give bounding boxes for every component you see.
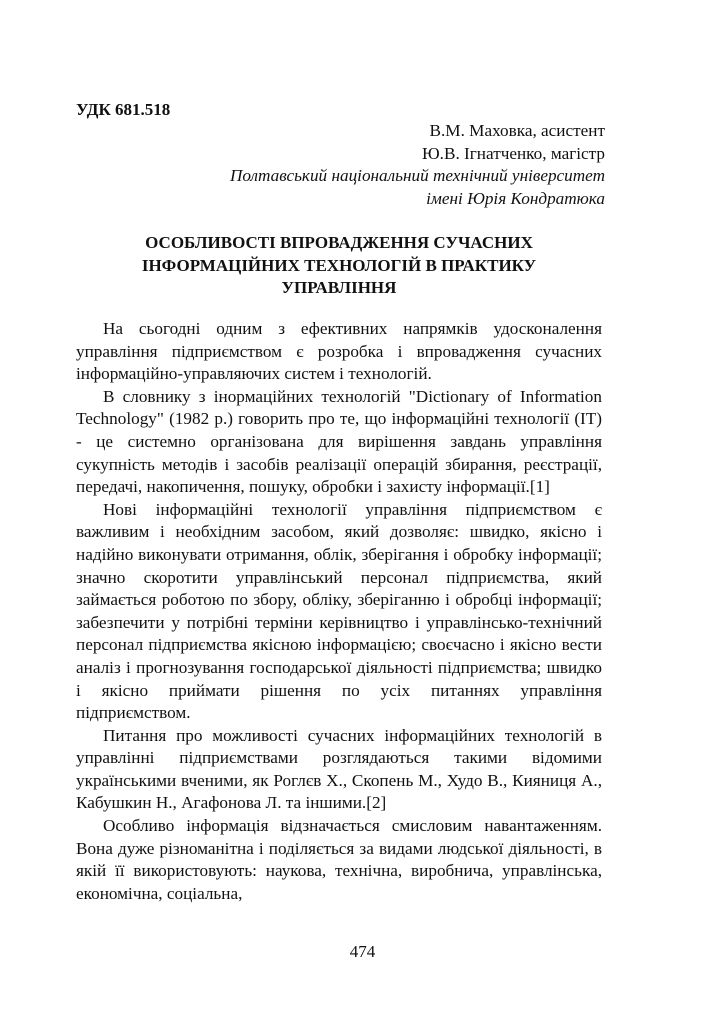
udk-code: УДК 681.518 [76,100,171,119]
author-2: Ю.В. Ігнатченко, магістр [422,143,605,163]
title-line-3: УПРАВЛІННЯ [281,278,397,298]
page-number: 474 [349,942,376,961]
paragraph: На сьогодні одним з ефективних напрямків удосконалення управління підприємством є розробка і впровадження сучасних інформаційно-управляючих систем і технологій. [76,319,602,384]
paragraph: В словнику з інормаційних технологій "Dictionary of Information Technology" (1982 р.) говорить про те, що інформаційні технології (ІТ) - це системно організована для вирішення завдань управління сукупність методів і засобів реалізації операцій збирання, реєстрації, передачі, накопичення, пошуку, обробки і захисту інформації.[1] [76,386,602,497]
title-line-1: ОСОБЛИВОСТІ ВПРОВАДЖЕННЯ СУЧАСНИХ [145,233,533,252]
title-line-2: ІНФОРМАЦІЙНИХ ТЕХНОЛОГІЙ В ПРАКТИКУ [141,255,537,275]
author-block [230,120,605,210]
body-text [76,318,602,905]
paragraph: Особливо інформація відзначається смисловим навантаженням. Вона дуже різноманітна і поділяється за видами людської діяльності, в якій її використовують: наукова, технічна, виробнича, управлінська, економічна, соціальна, [76,816,602,903]
paragraph: Нові інформаційні технології управління підприємством є важливим і необхідним засобом, який дозволяє: швидко, якісно і надійно виконувати отримання, облік, зберігання і обробку інформації; значно скоротити управлінський персонал підприємства, який займається роботою по збору, обліку, зберіганню і обробці інформації; забезпечити у потрібні терміни керівництво і управлінсько-технічний персонал підприємства якісною інформацією; своєчасно і якісно вести аналіз і прогнозування господарської діяльності підприємства; швидко і якісно приймати рішення по усіх питаннях управління підприємством. [76,499,602,723]
paper-title [76,232,602,300]
affiliation-line-1: Полтавський національний технічний університет [229,166,605,186]
author-1: В.М. Маховка, асистент [429,121,605,140]
affiliation-line-2: імені Юрія Кондратюка [426,188,605,208]
paragraph: Питання про можливості сучасних інформаційних технологій в управлінні підприємствами розглядаються такими відомими українськими вченими, як Роглєв Х., Скопень М., Худо В., Кияниця А., Кабушкин Н., Агафонова Л. та іншими.[2] [76,725,602,813]
